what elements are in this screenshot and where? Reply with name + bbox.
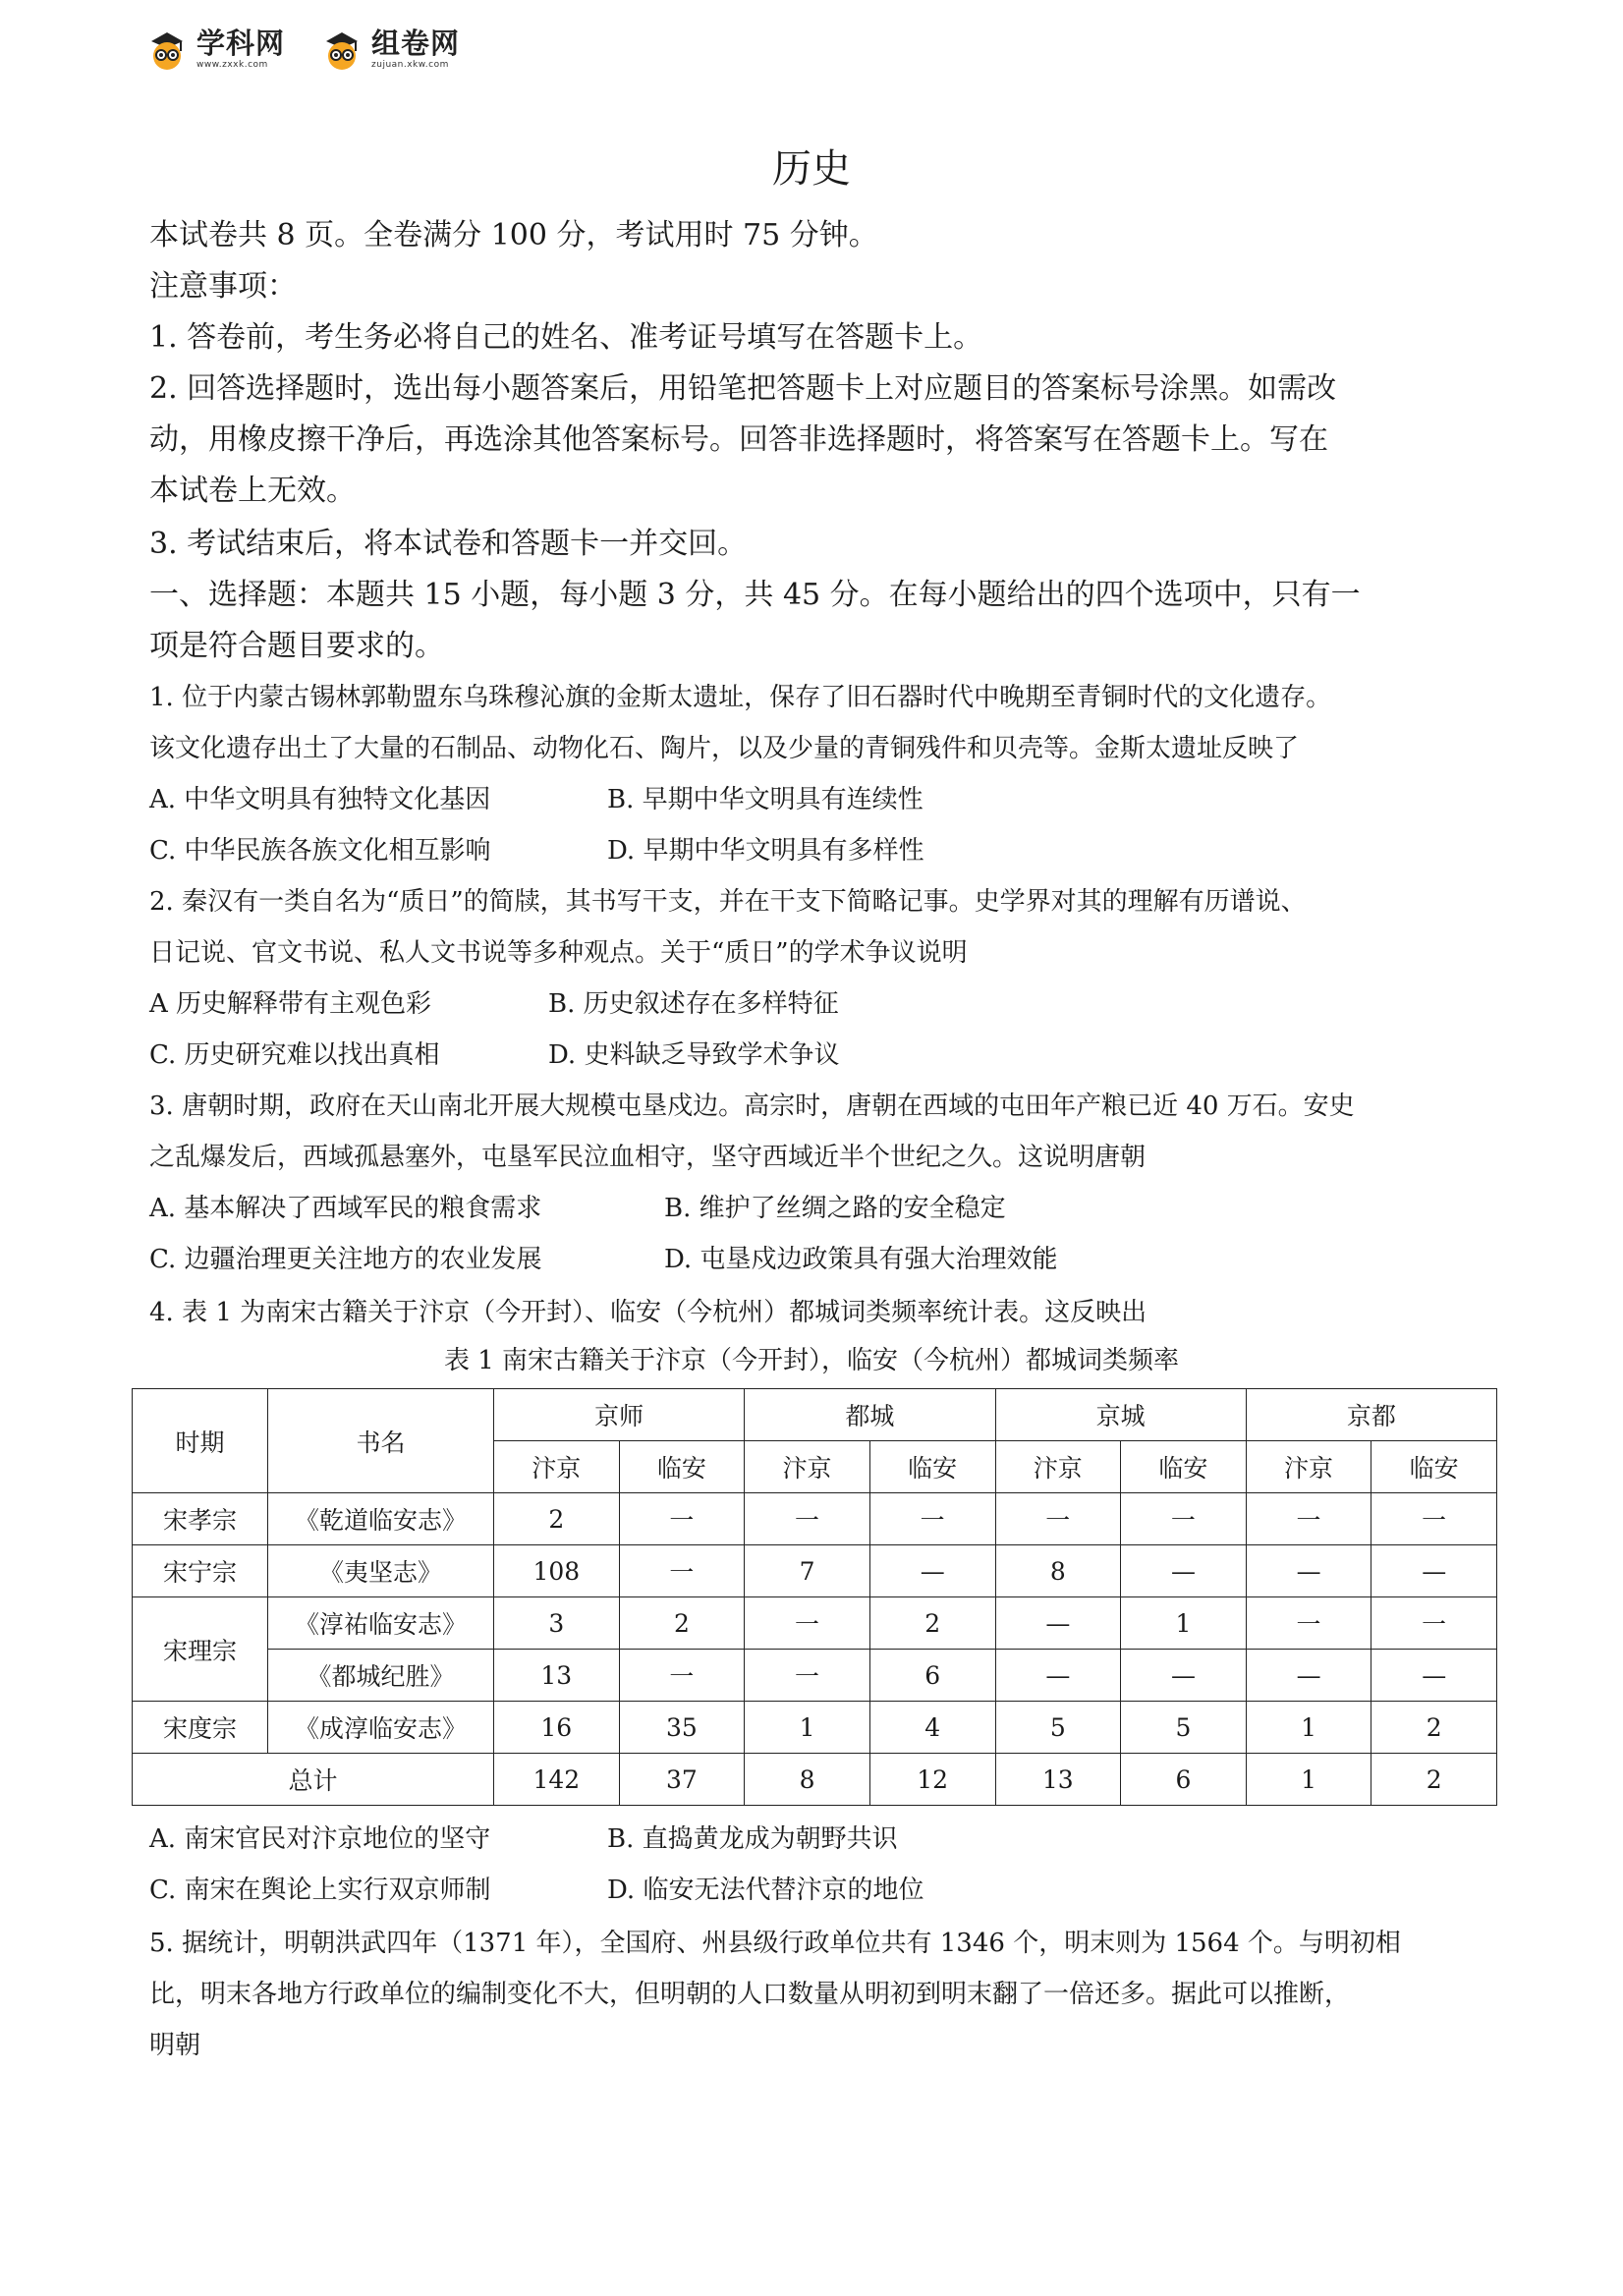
value-cell: 1	[1246, 1754, 1371, 1806]
header-group: 京城	[995, 1389, 1246, 1441]
q2-option-b: B. 历史叙述存在多样特征	[548, 989, 839, 1019]
value-cell: 2	[1371, 1754, 1497, 1806]
value-cell: 一	[619, 1545, 745, 1597]
table-caption: 表 1 南宋古籍关于汴京（今开封），临安（今杭州）都城词类频率	[443, 1346, 1180, 1375]
page-title: 历史	[772, 146, 851, 192]
header-group: 京师	[494, 1389, 745, 1441]
value-cell: 3	[494, 1597, 620, 1650]
table-row	[133, 1545, 1497, 1597]
owl-mascot-icon	[145, 28, 189, 71]
section-heading-line-1: 一、选择题：本题共 15 小题，每小题 3 分，共 45 分。在每小题给出的四个选项中，只有一	[149, 578, 1361, 612]
period-cell: 宋理宗	[133, 1597, 268, 1702]
q3-stem-line-2: 之乱爆发后，西域孤悬塞外，屯垦军民泣血相守，坚守西域近半个世纪之久。这说明唐朝	[149, 1143, 1147, 1172]
total-label: 总计	[133, 1754, 494, 1806]
q3-option-a: A. 基本解决了西域军民的粮食需求	[149, 1194, 542, 1223]
subheader-cell: 汴京	[995, 1441, 1121, 1493]
q4-option-d: D. 临安无法代替汴京的地位	[607, 1876, 924, 1905]
value-cell: 一	[1121, 1493, 1247, 1545]
q1-option-d: D. 早期中华文明具有多样性	[607, 836, 924, 866]
value-cell: 5	[1121, 1702, 1247, 1754]
value-cell: 一	[1371, 1597, 1497, 1650]
q2-option-d: D. 史料缺乏导致学术争议	[548, 1040, 840, 1070]
value-cell: 2	[619, 1597, 745, 1650]
q1-stem-line-1: 1. 位于内蒙古锡林郭勒盟东乌珠穆沁旗的金斯太遗址，保存了旧石器时代中晚期至青铜时代的文化遗存。	[149, 683, 1332, 712]
q1-stem-line-2: 该文化遗存出土了大量的石制品、动物化石、陶片，以及少量的青铜残件和贝壳等。金斯太遗址反映了	[149, 734, 1300, 763]
book-cell: 《乾道临安志》	[268, 1493, 494, 1545]
value-cell: 1	[1246, 1702, 1371, 1754]
value-cell: 4	[869, 1702, 995, 1754]
q4-option-b: B. 直捣黄龙成为朝野共识	[607, 1824, 898, 1854]
header-group: 都城	[745, 1389, 995, 1441]
table-row	[133, 1650, 1497, 1702]
value-cell: 16	[494, 1702, 620, 1754]
value-cell: 一	[1371, 1493, 1497, 1545]
table-header-row	[133, 1389, 1497, 1441]
value-cell: 5	[995, 1702, 1121, 1754]
subheader-cell: 汴京	[1246, 1441, 1371, 1493]
value-cell: 1	[745, 1702, 870, 1754]
q2-option-c: C. 历史研究难以找出真相	[149, 1040, 440, 1070]
header-period: 时期	[133, 1389, 268, 1493]
notice-item-2-line-3: 本试卷上无效。	[149, 474, 356, 508]
notice-item-3: 3. 考试结束后，将本试卷和答题卡一并交回。	[149, 527, 748, 561]
subheader-cell: 汴京	[494, 1441, 620, 1493]
value-cell: 2	[869, 1597, 995, 1650]
value-cell: 108	[494, 1545, 620, 1597]
q1-option-c: C. 中华民族各族文化相互影响	[149, 836, 491, 866]
value-cell: 一	[1246, 1597, 1371, 1650]
notice-heading: 注意事项：	[149, 269, 297, 304]
period-cell: 宋度宗	[133, 1702, 268, 1754]
logo-url: www.zxxk.com	[196, 59, 268, 70]
value-cell: 7	[745, 1545, 870, 1597]
table-total-row	[133, 1754, 1497, 1806]
value-cell: 37	[619, 1754, 745, 1806]
value-cell: 一	[869, 1493, 995, 1545]
q3-stem-line-1: 3. 唐朝时期，政府在天山南北开展大规模屯垦戍边。高宗时，唐朝在西域的屯田年产粮已近 40 万石。安史	[149, 1092, 1355, 1121]
value-cell: 一	[619, 1650, 745, 1702]
value-cell: 13	[995, 1754, 1121, 1806]
value-cell: 8	[995, 1545, 1121, 1597]
value-cell: 35	[619, 1702, 745, 1754]
header-book: 书名	[268, 1389, 494, 1493]
data-table	[132, 1388, 1497, 1806]
q2-stem-line-2: 日记说、官文书说、私人文书说等多种观点。关于“质日”的学术争议说明	[149, 938, 968, 968]
subheader-cell: 临安	[1371, 1441, 1497, 1493]
value-cell: —	[1371, 1650, 1497, 1702]
logo-name: 学科网	[196, 26, 286, 60]
period-cell: 宋孝宗	[133, 1493, 268, 1545]
value-cell: 6	[869, 1650, 995, 1702]
q4-option-a: A. 南宋官民对汴京地位的坚守	[149, 1824, 491, 1854]
value-cell: 一	[1246, 1493, 1371, 1545]
book-cell: 《夷坚志》	[268, 1545, 494, 1597]
value-cell: 6	[1121, 1754, 1247, 1806]
value-cell: —	[1371, 1545, 1497, 1597]
value-cell: 一	[745, 1650, 870, 1702]
value-cell: 一	[995, 1493, 1121, 1545]
value-cell: 12	[869, 1754, 995, 1806]
table-row	[133, 1493, 1497, 1545]
value-cell: —	[1121, 1545, 1247, 1597]
value-cell: 1	[1121, 1597, 1247, 1650]
table-row	[133, 1702, 1497, 1754]
value-cell: 2	[1371, 1702, 1497, 1754]
logo-name: 组卷网	[371, 26, 461, 60]
subheader-cell: 临安	[619, 1441, 745, 1493]
notice-item-2-line-1: 2. 回答选择题时，选出每小题答案后，用铅笔把答题卡上对应题目的答案标号涂黑。如需改	[149, 371, 1337, 406]
value-cell: —	[1246, 1545, 1371, 1597]
q4-stem-line-1: 4. 表 1 为南宋古籍关于汴京（今开封）、临安（今杭州）都城词类频率统计表。这反映出	[149, 1298, 1147, 1327]
subheader-cell: 汴京	[745, 1441, 870, 1493]
book-cell: 《成淳临安志》	[268, 1702, 494, 1754]
value-cell: 一	[745, 1597, 870, 1650]
subheader-cell: 临安	[869, 1441, 995, 1493]
q1-option-a: A. 中华文明具有独特文化基因	[149, 785, 491, 814]
logo-url: zujuan.xkw.com	[371, 59, 449, 70]
value-cell: 2	[494, 1493, 620, 1545]
value-cell: 142	[494, 1754, 620, 1806]
q3-option-c: C. 边疆治理更关注地方的农业发展	[149, 1245, 542, 1274]
notice-item-1: 1. 答卷前，考生务必将自己的姓名、准考证号填写在答题卡上。	[149, 320, 983, 355]
value-cell: 8	[745, 1754, 870, 1806]
exam-info: 本试卷共 8 页。全卷满分 100 分，考试用时 75 分钟。	[149, 218, 878, 252]
q5-stem-line-3: 明朝	[149, 2031, 201, 2060]
q5-stem-line-2: 比，明末各地方行政单位的编制变化不大，但明朝的人口数量从明初到明末翻了一倍还多。据此可以推断，	[149, 1980, 1351, 2009]
value-cell: —	[995, 1650, 1121, 1702]
zxxk-logo[interactable]	[145, 28, 285, 71]
value-cell: —	[1121, 1650, 1247, 1702]
owl-mascot-icon	[320, 28, 364, 71]
period-cell: 宋宁宗	[133, 1545, 268, 1597]
value-cell: —	[869, 1545, 995, 1597]
header-group: 京都	[1246, 1389, 1496, 1441]
zujuan-logo[interactable]	[320, 28, 460, 71]
q2-stem-line-1: 2. 秦汉有一类自名为“质日”的简牍，其书写干支，并在干支下简略记事。史学界对其的理解有历谱说、	[149, 887, 1307, 917]
q3-option-d: D. 屯垦戍边政策具有强大治理效能	[664, 1245, 1058, 1274]
subheader-cell: 临安	[1121, 1441, 1247, 1493]
q5-stem-line-1: 5. 据统计，明朝洪武四年（1371 年），全国府、州县级行政单位共有 1346 个，明末则为 1564 个。与明初相	[149, 1929, 1401, 1958]
value-cell: —	[995, 1597, 1121, 1650]
value-cell: 13	[494, 1650, 620, 1702]
value-cell: 一	[745, 1493, 870, 1545]
notice-item-2-line-2: 动，用橡皮擦干净后，再选涂其他答案标号。回答非选择题时，将答案写在答题卡上。写在	[149, 422, 1328, 457]
header-logos	[145, 28, 460, 71]
table-row	[133, 1597, 1497, 1650]
section-heading-line-2: 项是符合题目要求的。	[149, 629, 444, 663]
book-cell: 《都城纪胜》	[268, 1650, 494, 1702]
book-cell: 《淳祐临安志》	[268, 1597, 494, 1650]
q1-option-b: B. 早期中华文明具有连续性	[607, 785, 923, 814]
q3-option-b: B. 维护了丝绸之路的安全稳定	[664, 1194, 1006, 1223]
q4-option-c: C. 南宋在舆论上实行双京师制	[149, 1876, 491, 1905]
value-cell: 一	[619, 1493, 745, 1545]
value-cell: —	[1246, 1650, 1371, 1702]
q2-option-a: A 历史解释带有主观色彩	[149, 989, 432, 1019]
